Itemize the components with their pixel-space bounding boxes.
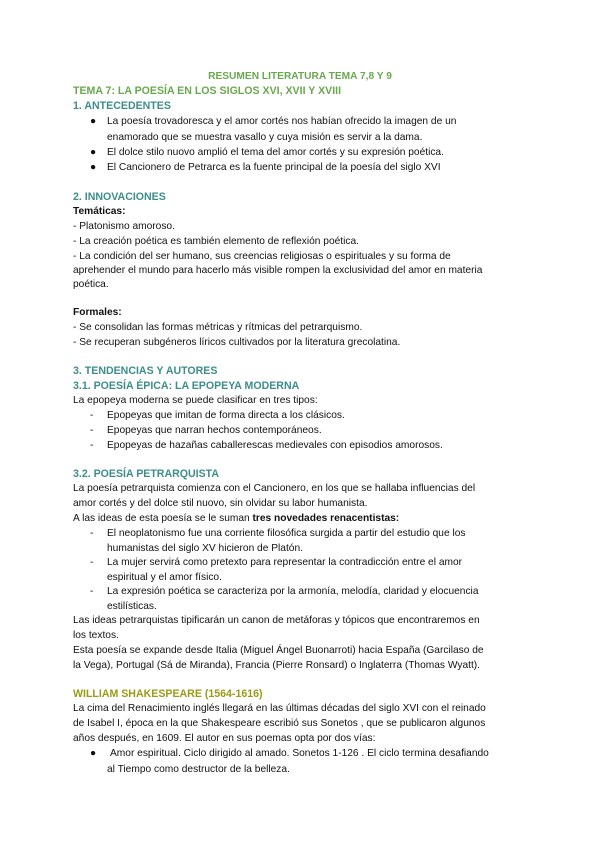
subsection-3-1-heading: 3.1. POESÍA ÉPICA: LA EPOPEYA MODERNA <box>73 380 300 392</box>
text-line: La poesía petrarquista comienza con el Cancionero, en los que se hallaba influencias del <box>73 483 476 494</box>
tema-heading: TEMA 7: LA POESÍA EN LOS SIGLOS XVI, XVII Y XVIII <box>73 85 342 97</box>
text-line: los textos. <box>73 630 119 641</box>
bullet-marker: ● <box>90 162 97 173</box>
text-line: amor cortés y del dolce stil nuovo, sin olvidar su labor humanista. <box>73 498 368 509</box>
document-page: RESUMEN LITERATURA TEMA 7,8 Y 9 TEMA 7: LA POESÍA EN LOS SIGLOS XVI, XVII Y XVIII 1. ANTECEDENTES ● La poesía trovadoresca y el amor cortés nos habían ofrecido la imagen de un enamorado que se muestra vasallo y cuya misión es servir a la dama. ● El dolce stilo nuovo amplió el tema del amor cortés y su expresión poética. ● El Cancionero de Petrarca es la fuente principal de la poesía del siglo XVI 2. INNOVACIONES Temáticas: - Platonismo amoroso. - La creación poética es también elemento de reflexión poética. - La condición del ser humano, sus creencias religiosas o espirituales y su forma de aprehender el mundo para hacerlo más visible rompen la exclusividad del amor en materia poética. Formales: - Se consolidan las formas métricas y rítmicas del petrarquismo. - Se recuperan subgéneros líricos cultivados por la literatura grecolatina. 3. TENDENCIAS Y AUTORES 3.1. POESÍA ÉPICA: LA EPOPEYA MODERNA La epopeya moderna se puede clasificar en tres tipos: - Epopeyas que imitan de forma directa a los clásicos. - Epopeyas que narran hechos contemporáneos. - Epopeyas de hazañas caballerescas medievales con episodios amorosos. 3.2. POESÍA PETRARQUISTA La poesía petrarquista comienza con el Cancionero, en los que se hallaba influencias del amor cortés y del dolce stil nuovo, sin olvidar su labor humanista. A las ideas de esta poesía se le suman tres novedades renacentistas: - El neoplatonismo fue una corriente filosófica surgida a partir del estudio que los humanistas del siglo XV hicieron de Platón. - La mujer servirá como pretexto para representar la contradicción entre el amor espiritual y el amor físico. - La expresión poética se caracteriza por la armonía, melodía, claridad y elocuencia estilísticas. Las ideas petrarquistas tipificarán un canon de metáforas y tópicos que encontraremos en los textos. Esta poesía se expande desde Italia (Miguel Ángel Buonarroti) hacia España (Garcilaso de la Vega), Portugal (Sá de Miranda), Francia (Pierre Ronsard) o Inglaterra (Thomas Wyatt). WILLIAM SHAKESPEARE (1564-1616) La cima del Renacimiento inglés llegará en las últimas décadas del siglo XVI con el reinado de Isabel I, época en la que Shakespeare escribió sus Sonetos , que se publicaron algunos años después, en 1609. El autor en sus poemas opta por dos vías: ● Amor espiritual. Ciclo dirigido al amado. Sonetos 1-126 . El ciclo termina desafiando al Tiempo como destructor de la belleza. <box>0 0 600 848</box>
text-line: La cima del Renacimiento inglés llegará en las últimas décadas del siglo XVI con el reinado <box>73 703 486 714</box>
tematicas-label: Temáticas: <box>73 206 126 217</box>
text-line: A las ideas de esta poesía se le suman tres novedades renacentistas: <box>73 513 400 524</box>
text-line: - Se consolidan las formas métricas y rítmicas del petrarquismo. <box>73 322 363 333</box>
section-3-heading: 3. TENDENCIAS Y AUTORES <box>73 365 218 377</box>
bullet-marker: ● <box>90 748 97 759</box>
bullet-marker: ● <box>90 116 97 127</box>
bullet-marker: ● <box>90 147 97 158</box>
shakespeare-heading: WILLIAM SHAKESPEARE (1564-1616) <box>73 688 263 700</box>
dash-marker: - <box>90 440 94 451</box>
text-line: de Isabel I, época en la que Shakespeare escribió sus Sonetos , que se publicaron algunos <box>73 718 486 729</box>
section-1-heading: 1. ANTECEDENTES <box>73 100 171 112</box>
dash-marker: - <box>90 410 94 421</box>
text-line: Las ideas petrarquistas tipificarán un canon de metáforas y tópicos que encontraremos en <box>73 615 480 626</box>
text-line: - La condición del ser humano, sus creencias religiosas o espirituales y su forma de <box>73 251 451 262</box>
formales-label: Formales: <box>73 307 122 318</box>
section-2-heading: 2. INNOVACIONES <box>73 191 166 203</box>
text-line: aprehender el mundo para hacerlo más visible rompen la exclusividad del amor en materia <box>73 265 483 276</box>
document-title: RESUMEN LITERATURA TEMA 7,8 Y 9 <box>208 71 392 82</box>
subsection-3-2-heading: 3.2. POESÍA PETRARQUISTA <box>73 468 219 480</box>
dash-marker: - <box>90 586 94 597</box>
text-line: la Vega), Portugal (Sá de Miranda), Francia (Pierre Ronsard) o Inglaterra (Thomas Wyatt). <box>73 660 481 671</box>
text-line: poética. <box>73 279 109 290</box>
bold-phrase: tres novedades renacentistas: <box>252 513 400 524</box>
text-line: - Se recuperan subgéneros líricos cultivados por la literatura grecolatina. <box>73 337 401 348</box>
text-line: - Platonismo amoroso. <box>73 221 175 232</box>
dash-marker: - <box>90 425 94 436</box>
dash-marker: - <box>90 557 94 568</box>
text-line: Esta poesía se expande desde Italia (Miguel Ángel Buonarroti) hacia España (Garcilaso de <box>73 645 484 656</box>
text-line: La epopeya moderna se puede clasificar en tres tipos: <box>73 395 318 406</box>
text-line: - La creación poética es también elemento de reflexión poética. <box>73 236 359 247</box>
dash-marker: - <box>90 528 94 539</box>
text-line: años después, en 1609. El autor en sus poemas opta por dos vías: <box>73 733 376 744</box>
